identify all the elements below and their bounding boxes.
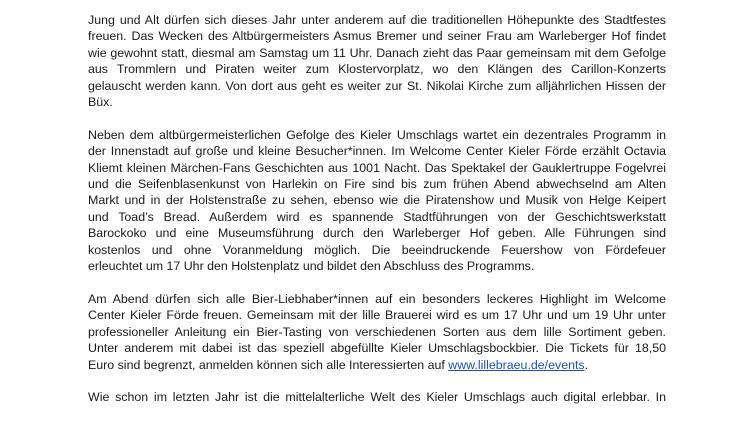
- paragraph-beer-tasting: [88, 291, 666, 373]
- text-line: und die Seifenblasenkunst von Harlekin on Fire sind bis zum frühen Abend abwechselnd am Alten: [88, 177, 666, 192]
- text-line: Wie schon im letzten Jahr ist die mittelalterliche Welt des Kieler Umschlags auch digital erlebbar. In: [88, 390, 666, 405]
- text-line: Neben dem altbürgermeisterlichen Gefolge des Kieler Umschlags wartet ein dezentrales Programm in: [88, 127, 666, 142]
- text-line: gelauscht werden kann. Von dort aus geht es weiter zur St. Nikolai Kirche zum alljährlichen Hissen der: [88, 78, 666, 93]
- text-line: professioneller Anleitung ein Bier-Tasting von verschiedenen Sorten aus dem lille Sortiment geben.: [88, 324, 666, 339]
- text-line: wie gewohnt statt, diesmal am Samstag um 11 Uhr. Danach zieht das Paar gemeinsam mit dem Gefolge: [88, 45, 666, 60]
- text-segment: .: [584, 357, 589, 372]
- text-line: kostenlos und ohne Voranmeldung möglich. Die beeindruckende Feuershow von Fördefeuer: [88, 242, 666, 257]
- paragraph-digital: [88, 389, 666, 405]
- text-line: Jung und Alt dürfen sich dieses Jahr unter anderem auf die traditionellen Höhepunkte des Stadtfestes: [88, 13, 666, 27]
- events-link[interactable]: www.lillebraeu.de/events: [448, 357, 585, 372]
- paragraph-traditions: [88, 12, 666, 110]
- text-line: freuen. Das Wecken des Altbürgermeisters Asmus Bremer und seiner Frau am Warleberger Hof findet: [88, 29, 666, 44]
- text-line: aus Trommlern und Piraten weiter zum Klostervorplatz, wo den Klängen des Carillon-Konzerts: [88, 62, 666, 77]
- document-page: [88, 12, 666, 422]
- text-line: erleuchtet um 17 Uhr den Holstenplatz und bildet den Abschluss des Programms.: [88, 259, 535, 274]
- text-line: Kliemt kleinen Märchen-Fans Geschichten aus 1001 Nacht. Das Spektakel der Gauklertruppe Fogelvrei: [88, 160, 666, 175]
- text-line: Unter anderem mit dabei ist das speziell abgefüllte Kieler Umschlagsbockbier. Die Tickets für 18,50: [88, 341, 666, 356]
- text-line-with-link: [88, 357, 666, 373]
- text-segment: Euro sind begrenzt, anmelden können sich alle Interessierten auf: [88, 357, 449, 372]
- text-line: Büx.: [88, 95, 113, 110]
- text-line: der Innenstadt auf große und kleine Besucher*innen. Im Welcome Center Kieler Förde erzählt Octavia: [88, 144, 666, 159]
- paragraph-program: [88, 127, 666, 275]
- text-line: Am Abend dürfen sich alle Bier-Liebhaber*innen auf ein besonders leckeres Highlight im Welcome: [88, 291, 666, 306]
- text-line: Barockoko und eine Museumsführung durch den Warleberger Hof geben. Alle Führungen sind: [88, 226, 666, 241]
- text-line: Center Kieler Förde freuen. Gemeinsam mit der lille Brauerei wird es um 17 Uhr und um 19 Uhr unter: [88, 308, 666, 323]
- text-line: Markt und in der Holstenstraße zu sehen, ebenso wie die Piratenshow und Musik von Helge Keipert: [88, 193, 666, 208]
- text-line: und Toad’s Bread. Außerdem wird es spannende Stadtführungen von der Geschichtswerkstatt: [88, 209, 666, 224]
